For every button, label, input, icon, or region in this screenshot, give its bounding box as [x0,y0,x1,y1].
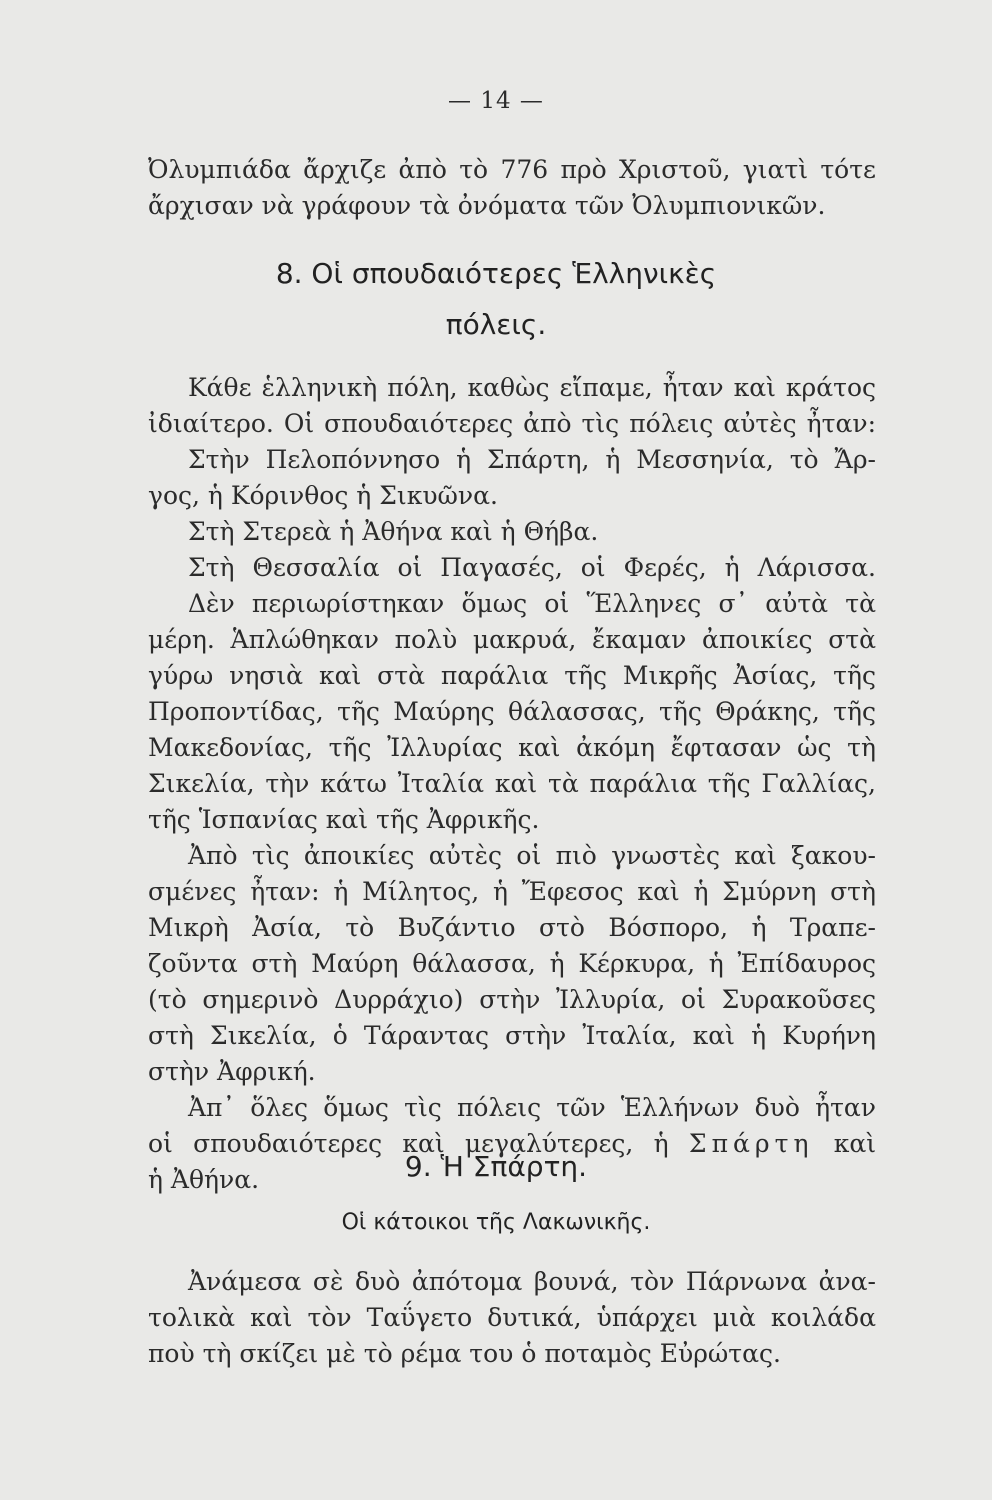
text-line: ἡ Ἀθήνα. [148,1165,260,1194]
text-fragment: καὶ [833,1129,877,1158]
text-line: Προποντίδας, τῆς Μαύρης θάλασσας, τῆς Θράκης, τῆς [148,697,876,726]
text-line: σμένες ἦταν: ἡ Μίλητος, ἡ Ἔφεσος καὶ ἡ Σμύρνη στὴ [148,877,876,906]
text-line: Κάθε ἑλληνικὴ πόλη, καθὼς εἴπαμε, ἦταν καὶ κράτος [188,373,876,402]
text-line: μέρη. Ἁπλώθηκαν πολὺ μακρυά, ἔκαμαν ἀποικίες στὰ [148,625,876,654]
section-8-body [148,370,876,1198]
text-line: ζοῦντα στὴ Μαύρη θάλασσα, ἡ Κέρκυρα, ἡ Ἐπίδαυρος [148,949,876,978]
text-line: Στὴ Στερεὰ ἡ Ἀθήνα καὶ ἡ Θήβα. [188,517,599,546]
text-line: Ἀνάμεσα σὲ δυὸ ἀπότομα βουνά, τὸν Πάρνωνα ἀνα- [188,1267,876,1296]
page-number: — 14 — [448,88,544,114]
text-line: ἰδιαίτερο. Οἱ σπουδαιότερες ἀπὸ τὶς πόλεις αὐτὲς ἦταν: [148,409,876,438]
text-line: στὴ Σικελία, ὁ Τάραντας στὴν Ἰταλία, καὶ ἡ Κυρήνη [148,1021,876,1050]
emphasized-word: Σπάρτη [688,1129,814,1158]
text-line: Μακεδονίας, τῆς Ἰλλυρίας καὶ ἀκόμη ἔφτασαν ὡς τὴ [148,733,876,762]
text-line: (τὸ σημερινὸ Δυρράχιο) στὴν Ἰλλυρία, οἱ Συρακοῦσες [148,985,876,1014]
text-line: Στὴ Θεσσαλία οἱ Παγασές, οἱ Φερές, ἡ Λάρισσα. [188,553,876,582]
section-9-body [148,1264,876,1372]
text-line: Ἀπὸ τὶς ἀποικίες αὐτὲς οἱ πιὸ γνωστὲς καὶ ξακου- [188,841,876,870]
text-line: Δὲν περιωρίστηκαν ὅμως οἱ Ἕλληνες σ᾽ αὐτὰ τὰ [188,589,876,618]
text-line: γος, ἡ Κόρινθος ἡ Σικυῶνα. [148,481,498,510]
text-line: Ἀπ᾽ ὅλες ὅμως τὶς πόλεις τῶν Ἑλλήνων δυὸ ἦταν [188,1093,876,1122]
text-line: ἄρχισαν νὰ γράφουν τὰ ὀνόματα τῶν Ὀλυμπιονικῶν. [148,191,826,220]
text-fragment: οἱ σπουδαιότερες καὶ μεγαλύτερες, ἡ [148,1129,669,1158]
text-line: Σικελία, τὴν κάτω Ἰταλία καὶ τὰ παράλια τῆς Γαλλίας, [148,769,876,798]
text-line: τῆς Ἱσπανίας καὶ τῆς Ἀφρικῆς. [148,805,540,834]
text-line: Στὴν Πελοπόννησο ἡ Σπάρτη, ἡ Μεσσηνία, τὸ Ἄρ- [188,445,876,474]
intro-paragraph [148,152,876,224]
text-line: τολικὰ καὶ τὸν Ταΰγετο δυτικά, ὑπάρχει μιὰ κοιλάδα [148,1303,876,1332]
section-9-subtitle: Οἱ κάτοικοι τῆς Λακωνικῆς. [341,1210,651,1235]
text-line: στὴν Ἀφρική. [148,1057,316,1086]
text-line: Ὀλυμπιάδα ἄρχιζε ἀπὸ τὸ 776 πρὸ Χριστοῦ, γιατὶ τότε [148,155,876,184]
text-line: ποὺ τὴ σκίζει μὲ τὸ ρέμα του ὁ ποταμὸς Εὐρώτας. [148,1339,781,1368]
section-8-title-continued: πόλεις. [445,308,547,341]
section-9-title: 9. Ἡ Σπάρτη. [404,1150,588,1183]
text-line: γύρω νησιὰ καὶ στὰ παράλια τῆς Μικρῆς Ἀσίας, τῆς [148,661,876,690]
text-line: Μικρὴ Ἀσία, τὸ Βυζάντιο στὸ Βόσπορο, ἡ Τραπε- [148,913,876,942]
section-8-title: 8. Οἱ σπουδαιότερες Ἑλληνικὲς [275,257,717,290]
